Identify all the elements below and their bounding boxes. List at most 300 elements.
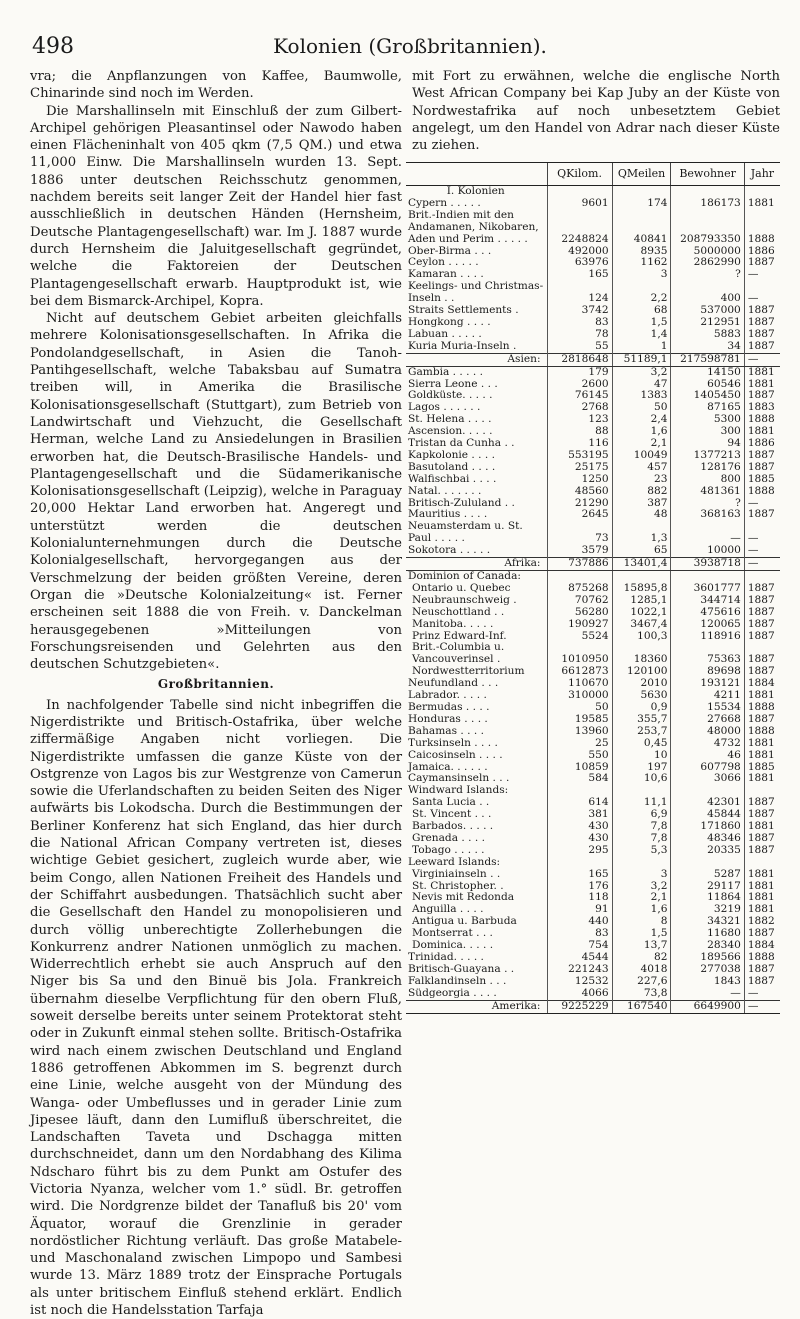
cell-value: 15895,8 — [612, 583, 671, 595]
column-header: QMeilen — [612, 163, 671, 186]
cell-value: 5883 — [671, 329, 744, 341]
row-label: Neufundland . . . — [408, 677, 499, 690]
cell-value: 2,4 — [612, 414, 671, 426]
table-row — [406, 486, 780, 498]
table-row — [406, 607, 780, 619]
cell-value: 179 — [547, 366, 612, 378]
cell-value: 34321 — [671, 916, 744, 928]
row-label: Windward Islands: — [408, 784, 509, 797]
cell-value: 2818648 — [547, 353, 612, 366]
row-label: Antigua u. Barbuda — [412, 915, 517, 928]
cell-value: 5524 — [547, 631, 612, 643]
cell-value: 60546 — [671, 379, 744, 391]
cell-value: 1887 — [744, 583, 780, 595]
cell-value: ? — [671, 498, 744, 510]
cell-value: 29117 — [671, 881, 744, 893]
row-label: Manitoba. . . . . — [412, 617, 494, 630]
cell-value: 11,1 — [612, 797, 671, 809]
cell-value: 0,9 — [612, 702, 671, 714]
cell-value: 63976 — [547, 257, 612, 269]
cell-value: 25 — [547, 738, 612, 750]
paragraph: Nicht auf deutschem Gebiet arbeiten gleichfalls mehrere Kolonisationsgesellschaften. In Afrika die Pondolandgesellschaft, in Asien die Tanoh-Pantihgesellschaft, welche Tabaksbau auf Sumatra treiben will, in Amerika die Brasilische Kolonisationsgesellschaft (Stuttgart), zum Betrieb von Landwirtschaft und Viehzucht, die Gesellschaft Herman, welche Land zu Ansiedelungen in Brasilien erworben hat, die Deutsch-Brasilische Handels- und Plantagengesellschaft und die Südamerikanische Kolonisationsgesellschaft (Leipzig), welche in Paraguay 20,000 Hektar Land erworben hat. Angeregt und unterstützt werden die deutschen Kolonialunternehmungen durch die Deutsche Kolonialgesellschaft, hervorgegangen aus der Verschmelzung der beiden größten Vereine, deren Organ die »Deutsche Kolonialzeitung« ist. Ferner erscheinen seit 1888 die von Freih. v. Danckelman herausgegebenen »Mitteilungen von Forschungsreisenden und Gelehrten aus den deutschen Schutzgebieten«. — [30, 311, 402, 673]
row-label: St. Christopher. . — [412, 879, 504, 892]
cell-value — [612, 857, 671, 869]
row-label: Grenada . . . . — [412, 831, 485, 844]
cell-value: 174 — [612, 198, 671, 210]
cell-value: 1886 — [744, 438, 780, 450]
row-label: Caymansinseln . . . — [408, 772, 510, 785]
cell-value: 1887 — [744, 666, 780, 678]
cell-value: 1887 — [744, 619, 780, 631]
row-label: Südgeorgia . . . . — [408, 986, 497, 999]
cell-value: 1881 — [744, 379, 780, 391]
cell-value: 10,6 — [612, 773, 671, 785]
cell-value: 34 — [671, 341, 744, 353]
cell-value: 1881 — [744, 198, 780, 210]
cell-value: 48 — [612, 509, 671, 521]
cell-value: 9225229 — [547, 1000, 612, 1013]
cell-value: 5000000 — [671, 246, 744, 258]
row-label: Britisch-Guayana . . — [408, 962, 515, 975]
cell-value: 1884 — [744, 940, 780, 952]
table-row — [406, 976, 780, 988]
cell-value: 50 — [547, 702, 612, 714]
row-label: Montserrat . . . — [412, 927, 493, 940]
paragraph: vra; die Anpflanzungen von Kaffee, Baumwolle, Chinarinde sind noch im Werden. — [30, 69, 402, 102]
row-label: Sierra Leone . . . — [408, 377, 498, 390]
cell-value: 28340 — [671, 940, 744, 952]
cell-value: 1881 — [744, 366, 780, 378]
cell-value: 47 — [612, 379, 671, 391]
cell-value: 50 — [612, 402, 671, 414]
row-label: Tristan da Cunha . . — [408, 437, 515, 450]
cell-value: 1881 — [744, 892, 780, 904]
row-label: Leeward Islands: — [408, 855, 501, 868]
cell-value: 25175 — [547, 462, 612, 474]
cell-value: 1887 — [744, 976, 780, 988]
cell-value: 1881 — [744, 821, 780, 833]
row-label: Brit.-Indien mit den Andamanen, Nikobaren, Aden und Perim . . . . . — [408, 208, 539, 245]
table-row — [406, 988, 780, 1000]
cell-value: 1887 — [744, 509, 780, 521]
row-label: Cypern . . . . . — [408, 196, 481, 209]
cell-value: 3938718 — [671, 558, 744, 571]
table-row — [406, 474, 780, 486]
cell-value: 475616 — [671, 607, 744, 619]
cell-value: 1405450 — [671, 390, 744, 402]
cell-value: 253,7 — [612, 726, 671, 738]
row-label: Barbados. . . . . — [412, 820, 494, 833]
cell-value: — — [744, 545, 780, 557]
cell-value: 2010 — [612, 678, 671, 690]
cell-value: 1887 — [744, 809, 780, 821]
row-label: Turksinseln . . . . — [408, 736, 498, 749]
cell-value: 1887 — [744, 390, 780, 402]
cell-value: 800 — [671, 474, 744, 486]
cell-value: 1888 — [744, 486, 780, 498]
cell-value: 1010950 — [547, 642, 612, 666]
cell-value: 1881 — [744, 738, 780, 750]
cell-value: 123 — [547, 414, 612, 426]
table-row — [406, 845, 780, 857]
cell-value: 1,6 — [612, 904, 671, 916]
cell-value: 1888 — [744, 210, 780, 246]
cell-value: 82 — [612, 952, 671, 964]
cell-value: 300 — [671, 426, 744, 438]
row-label: Trinidad. . . . . — [408, 951, 484, 963]
cell-value: 1881 — [744, 690, 780, 702]
right-column-text — [412, 68, 780, 154]
cell-value: 78 — [547, 329, 612, 341]
row-label: Ober-Birma . . . — [408, 244, 492, 257]
cell-value: 430 — [547, 821, 612, 833]
cell-value: 55 — [547, 341, 612, 353]
cell-value: 1884 — [744, 678, 780, 690]
cell-value: 6,9 — [612, 809, 671, 821]
cell-value: 310000 — [547, 690, 612, 702]
cell-value: 94 — [671, 438, 744, 450]
row-label: Tobago . . . . . — [412, 843, 485, 856]
row-label: Hongkong . . . . — [408, 315, 491, 328]
table-row — [406, 726, 780, 738]
cell-value: 1887 — [744, 317, 780, 329]
row-label: Britisch-Zululand . . — [408, 496, 515, 509]
cell-value: 46 — [671, 750, 744, 762]
cell-value: 400 — [671, 281, 744, 305]
cell-value: — — [671, 988, 744, 1000]
cell-value: 116 — [547, 438, 612, 450]
cell-value: 1881 — [744, 773, 780, 785]
row-label: Bahamas . . . . — [408, 724, 484, 737]
row-label: St. Helena . . . . — [408, 413, 492, 426]
row-label: Neubraunschweig . — [412, 593, 517, 606]
row-label: Lagos . . . . . . — [408, 401, 481, 414]
cell-value: — — [744, 353, 780, 366]
cell-value: 23 — [612, 474, 671, 486]
cell-value: 492000 — [547, 246, 612, 258]
cell-value: 584 — [547, 773, 612, 785]
cell-value: 48560 — [547, 486, 612, 498]
cell-value: 1,3 — [612, 521, 671, 545]
cell-value: 6649900 — [671, 1000, 744, 1013]
cell-value: — — [671, 521, 744, 545]
cell-value: 1886 — [744, 246, 780, 258]
cell-value: 18360 — [612, 642, 671, 666]
cell-value: 1881 — [744, 426, 780, 438]
row-label: Kuria Muria-Inseln . — [408, 339, 517, 352]
cell-value: 4066 — [547, 988, 612, 1000]
cell-value: 48346 — [671, 833, 744, 845]
cell-value: 3,2 — [612, 881, 671, 893]
cell-value: 120065 — [671, 619, 744, 631]
cell-value: — — [744, 498, 780, 510]
cell-value: 1 — [612, 341, 671, 353]
cell-value: 1,6 — [612, 426, 671, 438]
cell-value: 607798 — [671, 762, 744, 774]
cell-value: — — [744, 269, 780, 281]
row-label: Straits Settlements . — [408, 304, 519, 317]
row-label: Honduras . . . . — [408, 712, 488, 725]
colonies-table — [406, 162, 780, 1014]
cell-value: 68 — [612, 305, 671, 317]
cell-value — [547, 857, 612, 869]
row-label: Keelings- und Christmas-Inseln . . — [408, 280, 544, 305]
cell-value: 2,2 — [612, 281, 671, 305]
cell-value: 295 — [547, 845, 612, 857]
cell-value: 1881 — [744, 750, 780, 762]
cell-value: 387 — [612, 498, 671, 510]
cell-value: 1885 — [744, 474, 780, 486]
cell-value: 1887 — [744, 607, 780, 619]
cell-value: 171860 — [671, 821, 744, 833]
cell-value: 70762 — [547, 595, 612, 607]
cell-value: 3066 — [671, 773, 744, 785]
colonies-table-container — [406, 162, 780, 1270]
table-row — [406, 619, 780, 631]
row-label: Nordwestterritorium — [412, 665, 525, 678]
row-label: Jamaica. . . . . . — [408, 760, 488, 773]
cell-value: 20335 — [671, 845, 744, 857]
cell-value: 1887 — [744, 642, 780, 666]
paragraph: In nachfolgender Tabelle sind nicht inbegriffen die Nigerdistrikte und Britisch-Ostafrika, über welche ziffermäßige Angaben nicht vorliegen. Die Nigerdistrikte umfassen die ganze Küste von der Ostgrenze von Lagos bis zur Westgrenze von Camerun sowie die Uferlandschaften zu beiden Seiten des Niger aufwärts bis Lokodscha. Durch die Bestimmungen der Berliner Konferenz hat sich England, das hier durch die National African Company vertreten ist, dieses wichtige Gebiet gesichert, zugleich wurde aber, wie beim Congo, allen Nationen Freiheit des Handels und der Schiffahrt ausbedungen. Thatsächlich sucht aber die Gesellschaft den Handel zu monopolisieren und durch völlig unberechtigte Zollerhebungen die Konkurrenz andrer Nationen unmöglich zu machen. Widerrechtlich erhebt sie auch Anspruch auf den Niger bis Sa und den Binuë bis Jola. Frankreich übernahm dieselbe Verpflichtung für den obern Fluß, soweit derselbe bereits unter seinem Protektorat steht oder in Zukunft einmal stehen sollte. Britisch-Ostafrika wird nach einem zwischen Deutschland und England 1886 getroffenen Abkommen im S. begrenzt durch eine Linie, welche ausgeht von der Mündung des Wanga- oder Umbeflusses und in gerader Linie zum Jipesee läuft, dann den Lumifluß überschreitet, die Landschaften Taveta und Dschagga mitten durchschneidet, dann um den Nordabhang des Kilima Ndscharo führt bis zu dem Punkt am Ostufer des Victoria Nyanza, welcher vom 1.° südl. Br. getroffen wird. Die Nordgrenze bildet der Tanafluß bis 20' vom Äquator, worauf die Grenzlinie in gerader nordöstlicher Richtung verläuft. Das große Matabele- und Maschonaland zwischen Limpopo und Sambesi wurde 13. März 1889 trotz der Einsprache Portugals als unter britischem Einfluß stehend erklärt. Endlich ist noch die Handelsstation Tarfaja — [30, 697, 402, 1319]
cell-value: 118916 — [671, 631, 744, 643]
cell-value: 65 — [612, 545, 671, 557]
cell-value: 614 — [547, 797, 612, 809]
cell-value: 48000 — [671, 726, 744, 738]
cell-value: 550 — [547, 750, 612, 762]
cell-value: 45844 — [671, 809, 744, 821]
table-row — [406, 521, 780, 545]
row-label: Amerika: — [406, 1000, 547, 1013]
cell-value: 8 — [612, 916, 671, 928]
cell-value: 2645 — [547, 509, 612, 521]
cell-value: 208793350 — [671, 210, 744, 246]
cell-value: 1887 — [744, 450, 780, 462]
cell-value: 14150 — [671, 366, 744, 378]
column-header: Jahr — [744, 163, 780, 186]
cell-value: 553195 — [547, 450, 612, 462]
section-heading: Großbritannien. — [157, 677, 275, 692]
cell-value: 100,3 — [612, 631, 671, 643]
table-header-row — [406, 163, 780, 186]
table-row — [406, 1000, 780, 1013]
cell-value: 221243 — [547, 964, 612, 976]
cell-value: 73,8 — [612, 988, 671, 1000]
cell-value: 1888 — [744, 414, 780, 426]
cell-value: 1887 — [744, 714, 780, 726]
cell-value: 186173 — [671, 198, 744, 210]
table-row — [406, 869, 780, 881]
row-label: Dominica. . . . . — [412, 939, 494, 952]
cell-value: 120100 — [612, 666, 671, 678]
cell-value: 381 — [547, 809, 612, 821]
row-label: Dominion of Canada: — [408, 570, 521, 582]
cell-value: 51189,1 — [612, 353, 671, 366]
cell-value: 10000 — [671, 545, 744, 557]
cell-value: 87165 — [671, 402, 744, 414]
row-label: Asien: — [406, 353, 547, 366]
cell-value: 3 — [612, 269, 671, 281]
cell-value: 193121 — [671, 678, 744, 690]
cell-value: 167540 — [612, 1000, 671, 1013]
table-row — [406, 857, 780, 869]
cell-value: 1885 — [744, 762, 780, 774]
cell-value: 91 — [547, 904, 612, 916]
cell-value: 217598781 — [671, 353, 744, 366]
row-label: Santa Lucia . . — [412, 796, 490, 809]
cell-value: 1881 — [744, 881, 780, 893]
cell-value: 190927 — [547, 619, 612, 631]
table-row — [406, 750, 780, 762]
cell-value: 2,1 — [612, 892, 671, 904]
cell-value: 1887 — [744, 329, 780, 341]
cell-value: — — [744, 988, 780, 1000]
cell-value: 1162 — [612, 257, 671, 269]
column-header: Bewohner — [671, 163, 744, 186]
cell-value: 15534 — [671, 702, 744, 714]
row-label: Neuamsterdam u. St. Paul . . . . . — [408, 520, 523, 545]
cell-value: 3,2 — [612, 366, 671, 378]
cell-value: 5300 — [671, 414, 744, 426]
cell-value: 110670 — [547, 678, 612, 690]
cell-value — [671, 857, 744, 869]
cell-value: 1377213 — [671, 450, 744, 462]
cell-value: 4732 — [671, 738, 744, 750]
cell-value: 1887 — [744, 631, 780, 643]
cell-value: 0,45 — [612, 738, 671, 750]
cell-value: 737886 — [547, 558, 612, 571]
cell-value: 6612873 — [547, 666, 612, 678]
table-row — [406, 545, 780, 557]
paragraph: mit Fort zu erwähnen, welche die englische North West African Company bei Kap Juby an der Küste von Nordwestafrika auf noch unbesetztem Gebiet angelegt, um den Handel von Adrar nach dieser Küste zu ziehen. — [412, 69, 780, 154]
cell-value: 5287 — [671, 869, 744, 881]
cell-value: 430 — [547, 833, 612, 845]
cell-value: 13960 — [547, 726, 612, 738]
row-label: Nevis mit Redonda — [412, 891, 515, 904]
cell-value: 1887 — [744, 797, 780, 809]
row-label: Neuschottland . . — [412, 605, 505, 618]
cell-value: 3219 — [671, 904, 744, 916]
cell-value: 355,7 — [612, 714, 671, 726]
cell-value: 197 — [612, 762, 671, 774]
cell-value: 1881 — [744, 904, 780, 916]
cell-value: 875268 — [547, 583, 612, 595]
cell-value: 1285,1 — [612, 595, 671, 607]
table-row — [406, 353, 780, 366]
page-title: Kolonien (Großbritannien). — [273, 34, 547, 58]
page-number: 498 — [32, 34, 74, 59]
table-row — [406, 714, 780, 726]
row-label: St. Vincent . . . — [412, 808, 492, 821]
cell-value: 4018 — [612, 964, 671, 976]
paragraph: Die Marshallinseln mit Einschluß der zum Gilbert-Archipel gehörigen Pleasantinsel oder Nawodo haben einen Flächeninhalt von 405 qkm (7,5 QM.) und etwa 11,000 Einw. Die Marshallinseln wurden 13. Sept. 1886 unter deutschen Reichsschutz genommen, nachdem bereits seit langer Zeit der Handel hier fast ausschließlich in deutschen Händen (Hernsheim, Deutsche Plantagengesellschaft) war. Im J. 1887 wurde durch Hernsheim die Jaluitgesellschaft gegründet, welche die Faktoreien der Deutschen Plantagengesellschaft erwarb. Hauptprodukt ist, wie bei dem Bismarck-Archipel, Kopra. — [30, 103, 402, 309]
cell-value: 2768 — [547, 402, 612, 414]
cell-value: 165 — [547, 269, 612, 281]
cell-value: 75363 — [671, 642, 744, 666]
cell-value: 9601 — [547, 198, 612, 210]
table-body — [406, 186, 780, 1014]
cell-value: 3579 — [547, 545, 612, 557]
left-column — [30, 68, 402, 1319]
table-row — [406, 642, 780, 666]
cell-value: 1887 — [744, 833, 780, 845]
row-label: Sokotora . . . . . — [408, 544, 491, 557]
cell-value: 83 — [547, 317, 612, 329]
cell-value: 1888 — [744, 726, 780, 738]
cell-value: 128176 — [671, 462, 744, 474]
cell-value: 3601777 — [671, 583, 744, 595]
cell-value: 13,7 — [612, 940, 671, 952]
cell-value: 457 — [612, 462, 671, 474]
cell-value: 1,5 — [612, 317, 671, 329]
row-label: Falklandinseln . . . — [408, 974, 507, 987]
table-row — [406, 738, 780, 750]
table-row — [406, 329, 780, 341]
cell-value: 83 — [547, 928, 612, 940]
cell-value: 10 — [612, 750, 671, 762]
cell-value: 1888 — [744, 702, 780, 714]
cell-value: 1887 — [744, 964, 780, 976]
cell-value: 3742 — [547, 305, 612, 317]
cell-value: 1887 — [744, 257, 780, 269]
cell-value: 368163 — [671, 509, 744, 521]
cell-value: 277038 — [671, 964, 744, 976]
cell-value: 13401,4 — [612, 558, 671, 571]
table-row — [406, 281, 780, 305]
cell-value: 73 — [547, 521, 612, 545]
cell-value: 7,8 — [612, 821, 671, 833]
cell-value: 3467,4 — [612, 619, 671, 631]
cell-value: 1888 — [744, 952, 780, 964]
cell-value: 754 — [547, 940, 612, 952]
cell-value: 10859 — [547, 762, 612, 774]
cell-value: 88 — [547, 426, 612, 438]
row-label: Labuan . . . . . — [408, 327, 482, 340]
cell-value: 19585 — [547, 714, 612, 726]
table-row — [406, 595, 780, 607]
row-label: Kapkolonie . . . . — [408, 448, 495, 461]
row-label: Virginiainseln . . — [412, 867, 501, 880]
cell-value: 882 — [612, 486, 671, 498]
cell-value: 89698 — [671, 666, 744, 678]
table-row — [406, 366, 780, 378]
cell-value: 481361 — [671, 486, 744, 498]
cell-value: 1383 — [612, 390, 671, 402]
cell-value: 344714 — [671, 595, 744, 607]
row-label: I. Kolonien — [446, 185, 505, 197]
column-header — [406, 163, 547, 186]
cell-value: 40841 — [612, 210, 671, 246]
cell-value: 1,5 — [612, 928, 671, 940]
table-row — [406, 558, 780, 571]
cell-value: 5630 — [612, 690, 671, 702]
row-label: Labrador. . . . . — [408, 689, 487, 702]
cell-value: 4211 — [671, 690, 744, 702]
cell-value — [744, 857, 780, 869]
cell-value: 1887 — [744, 341, 780, 353]
row-label: Anguilla . . . . — [412, 903, 484, 916]
cell-value: 27668 — [671, 714, 744, 726]
cell-value: 2248824 — [547, 210, 612, 246]
cell-value: 440 — [547, 916, 612, 928]
cell-value: 1882 — [744, 916, 780, 928]
row-label: Walfischbai . . . . — [408, 472, 497, 485]
cell-value: 1887 — [744, 595, 780, 607]
column-header: QKilom. — [547, 163, 612, 186]
cell-value: 2862990 — [671, 257, 744, 269]
row-label: Kamaran . . . . — [408, 268, 484, 281]
cell-value: 76145 — [547, 390, 612, 402]
